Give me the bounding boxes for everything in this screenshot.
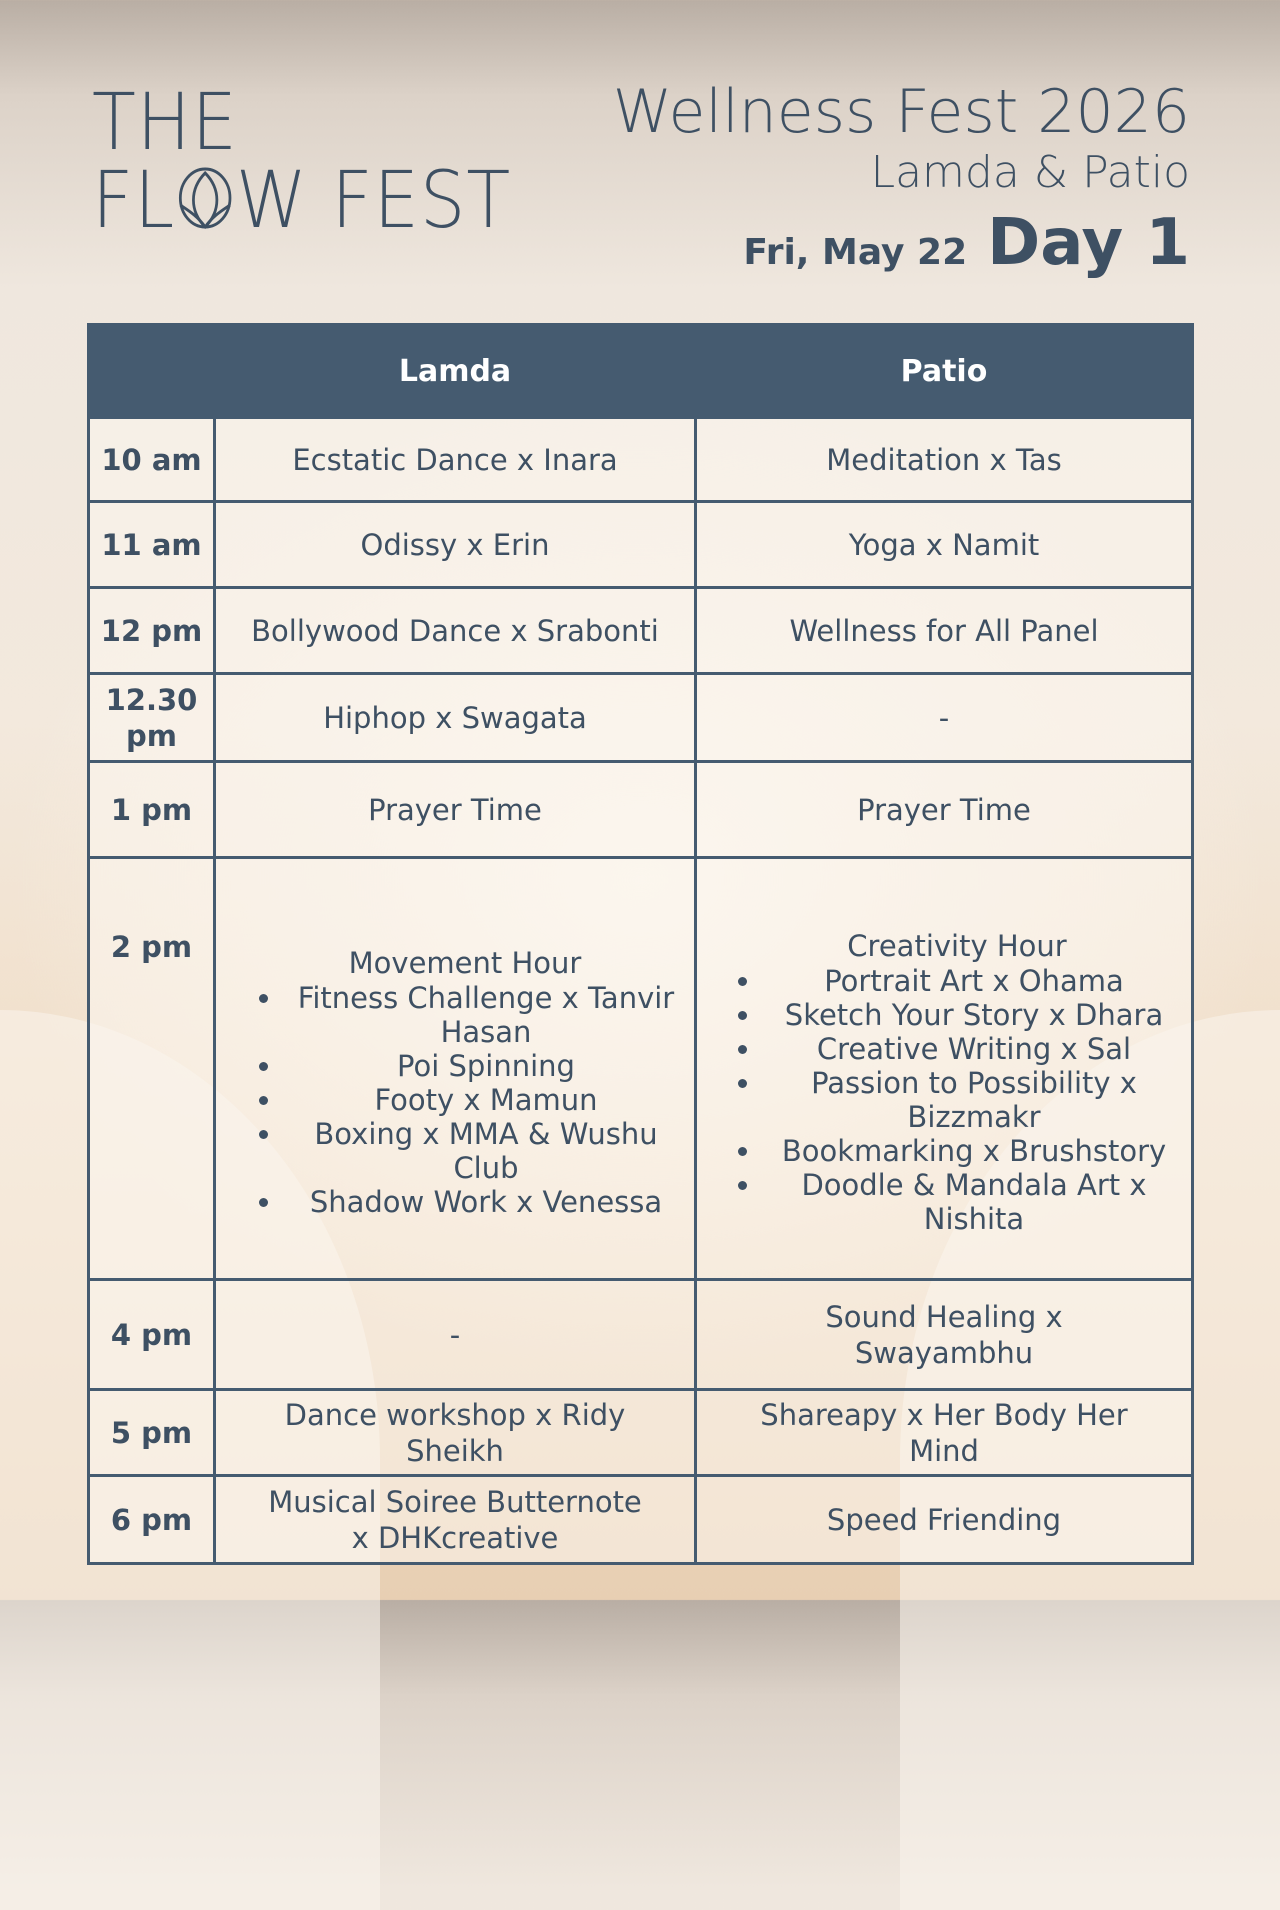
list-item: • Doodle & Mandala Art x Nishita [763, 1168, 1185, 1236]
list-item: • Poi Spinning [284, 1049, 688, 1083]
list-item: • Shadow Work x Venessa [284, 1185, 688, 1219]
table-row [89, 674, 1193, 762]
header-time [89, 325, 215, 418]
time-cell: 1 pm [89, 762, 215, 858]
header-lamda: Lamda [215, 325, 696, 418]
time-cell: 5 pm [89, 1390, 215, 1476]
patio-cell: - [696, 674, 1193, 762]
event-header [613, 78, 1190, 280]
time-cell: 6 pm [89, 1476, 215, 1564]
movement-hour-title: Movement Hour [348, 945, 582, 980]
table-row [89, 502, 1193, 588]
movement-hour-list [222, 981, 688, 1219]
table-row [89, 858, 1193, 1280]
list-item: • Fitness Challenge x Tanvir Hasan [284, 981, 688, 1049]
patio-cell: Sound Healing x Swayambhu [696, 1280, 1193, 1390]
time-cell: 2 pm [89, 858, 215, 1280]
list-item: • Passion to Possibility x Bizzmakr [763, 1066, 1185, 1134]
event-date: Fri, May 22 [743, 232, 968, 273]
lamda-cell: Bollywood Dance x Srabonti [215, 588, 696, 674]
lotus-o-icon [177, 165, 234, 227]
event-title: Wellness Fest 2026 [612, 77, 1190, 147]
patio-cell: Speed Friending [696, 1476, 1193, 1564]
table-row [89, 418, 1193, 502]
flow-fest-logo [92, 78, 512, 246]
date-line [613, 206, 1190, 280]
lamda-cell: - [215, 1280, 696, 1390]
lamda-cell [215, 858, 696, 1280]
logo-line-2 [92, 156, 512, 246]
table-row [89, 1390, 1193, 1476]
time-cell: 12.30 pm [89, 674, 215, 762]
list-item: • Sketch Your Story x Dhara [763, 998, 1185, 1032]
table-row [89, 1476, 1193, 1564]
time-cell: 11 am [89, 502, 215, 588]
lamda-cell: Ecstatic Dance x Inara [215, 418, 696, 502]
patio-cell [696, 858, 1193, 1280]
logo-line-1: THE [92, 78, 238, 168]
time-cell: 12 pm [89, 588, 215, 674]
patio-cell: Prayer Time [696, 762, 1193, 858]
list-item: • Boxing x MMA & Wushu Club [284, 1117, 688, 1185]
logo-line-2-prefix: FL [92, 156, 176, 246]
time-cell: 4 pm [89, 1280, 215, 1390]
lamda-cell: Hiphop x Swagata [215, 674, 696, 762]
patio-cell: Yoga x Namit [696, 502, 1193, 588]
lamda-cell: Dance workshop x Ridy Sheikh [215, 1390, 696, 1476]
table-row [89, 588, 1193, 674]
time-cell: 10 am [89, 418, 215, 502]
venue-names: Lamda & Patio [870, 147, 1190, 198]
list-item: • Bookmarking x Brushstory [763, 1134, 1185, 1168]
patio-cell: Shareapy x Her Body Her Mind [696, 1390, 1193, 1476]
patio-cell: Meditation x Tas [696, 418, 1193, 502]
patio-cell: Wellness for All Panel [696, 588, 1193, 674]
lamda-cell: Odissy x Erin [215, 502, 696, 588]
creativity-hour-list [703, 964, 1185, 1236]
lamda-cell: Prayer Time [215, 762, 696, 858]
schedule-table [87, 323, 1194, 1565]
table-row [89, 1280, 1193, 1390]
logo-line-2-suffix: W FEST [235, 156, 512, 246]
day-label: Day 1 [987, 206, 1190, 280]
table-row [89, 762, 1193, 858]
list-item: • Footy x Mamun [284, 1083, 688, 1117]
creativity-hour-title: Creativity Hour [847, 928, 1067, 963]
list-item: • Creative Writing x Sal [763, 1032, 1185, 1066]
table-header-row [89, 325, 1193, 418]
header-patio: Patio [696, 325, 1193, 418]
lamda-cell: Musical Soiree Butternote x DHKcreative [215, 1476, 696, 1564]
list-item: • Portrait Art x Ohama [763, 964, 1185, 998]
